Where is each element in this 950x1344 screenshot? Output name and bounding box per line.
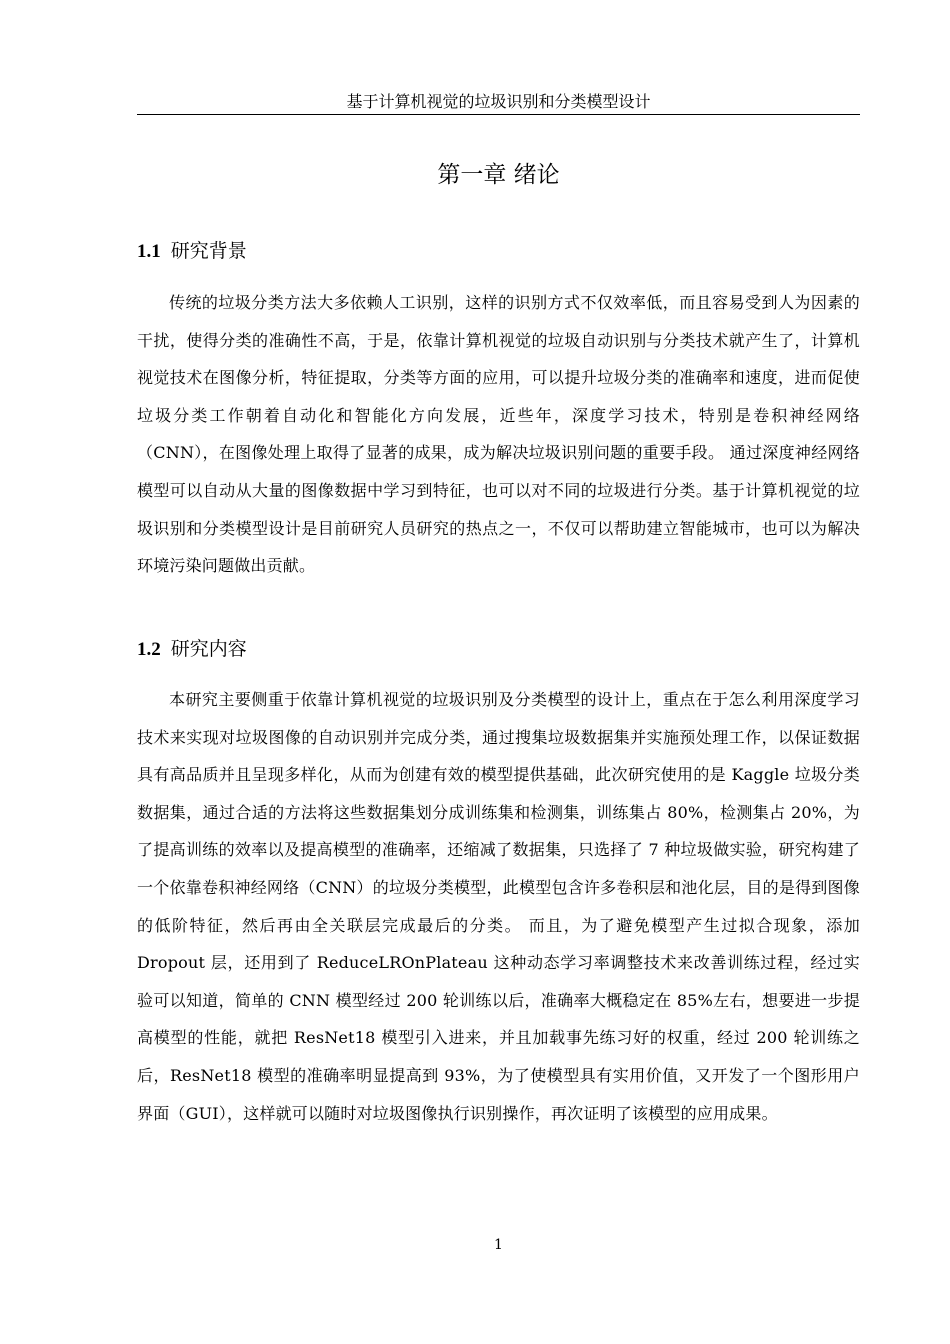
chapter-title: 第一章 绪论 — [437, 162, 560, 188]
section-number: 1.1 — [137, 241, 161, 262]
header-rule — [137, 114, 860, 115]
section-title: 研究背景 — [170, 240, 247, 262]
section-heading-1-1 — [137, 238, 860, 265]
section-heading-1-2 — [137, 636, 860, 663]
section-title: 研究内容 — [170, 638, 247, 660]
paragraph-research-background: 传统的垃圾分类方法大多依赖人工识别，这样的识别方式不仅效率低，而且容易受到人为因素的干扰，使得分类的准确性不高，于是，依靠计算机视觉的垃圾自动识别与分类技术就产生了，计算机视觉技术在图像分析，特征提取，分类等方面的应用，可以提升垃圾分类的准确率和速度，进而促使垃圾分类工作朝着自动化和智能化方向发展，近些年，深度学习技术，特别是卷积神经网络（CNN），在图像处理上取得了显著的成果，成为解决垃圾识别问题的重要手段。 通过深度神经网络模型可以自动从大量的图像数据中学习到特征，也可以对不同的垃圾进行分类。基于计算机视觉的垃圾识别和分类模型设计是目前研究人员研究的热点之一，不仅可以帮助建立智能城市，也可以为解决环境污染问题做出贡献。 — [137, 293, 860, 576]
paragraph-research-content: 本研究主要侧重于依靠计算机视觉的垃圾识别及分类模型的设计上，重点在于怎么利用深度学习技术来实现对垃圾图像的自动识别并完成分类，通过搜集垃圾数据集并实施预处理工作，以保证数据具有高品质并且呈现多样化，从而为创建有效的模型提供基础，此次研究使用的是 Kaggle 垃圾分类数据集，通过合适的方法将这些数据集划分成训练集和检测集，训练集占 80%，检测集占 20%，为了提高训练的效率以及提高模型的准确率，还缩减了数据集，只选择了 7 种垃圾做实验，研究构建了一个依靠卷积神经网络（CNN）的垃圾分类模型，此模型包含许多卷积层和池化层，目的是得到图像的低阶特征，然后再由全关联层完成最后的分类。 而且，为了避免模型产生过拟合现象，添加 Dropout 层，还用到了 ReduceLROnPlateau 这种动态学习率调整技术来改善训练过程，经过实验可以知道，简单的 CNN 模型经过 200 轮训练以后，准确率大概稳定在 85%左右，想要进一步提高模型的性能，就把 ResNet18 模型引入进来，并且加载事先练习好的权重，经过 200 轮训练之后，ResNet18 模型的准确率明显提高到 93%，为了使模型具有实用价值，又开发了一个图形用户界面（GUI），这样就可以随时对垃圾图像执行识别操作，再次证明了该模型的应用成果。 — [137, 690, 860, 1123]
running-header: 基于计算机视觉的垃圾识别和分类模型设计 — [346, 92, 651, 111]
section-number: 1.2 — [137, 639, 161, 660]
page-number: 1 — [494, 1237, 503, 1253]
